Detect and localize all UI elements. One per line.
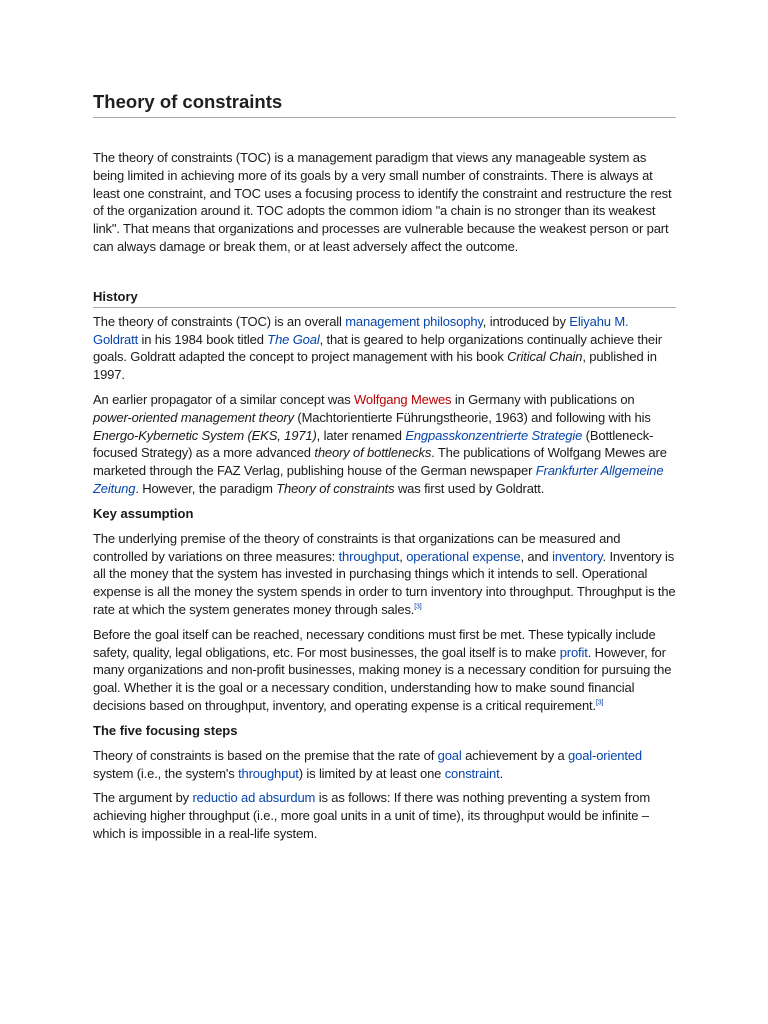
intro-paragraph: The theory of constraints (TOC) is a management paradigm that views any manageable system as being limited in achieving more of its goals by a very small number of constraints. There is always at least one constraint, and TOC uses a focusing process to identify the constraint and restructure the rest of the organization around it. TOC adopts the common idiom "a chain is no stronger than its weakest link". That means that organizations and processes are vulnerable because the weakest person or part can always damage or break them, or at least adversely affect the outcome. xyxy=(93,150,672,254)
link-frankfurter-allgemeine-zeitung[interactable]: Frankfurter Allgemeine Zeitung xyxy=(93,463,664,496)
link-engpasskonzentrierte-strategie[interactable]: Engpasskonzentrierte Strategie xyxy=(405,427,583,443)
link-management-philosophy[interactable]: management philosophy xyxy=(345,313,483,329)
link-operational-expense[interactable]: operational expense xyxy=(406,548,521,564)
link-profit[interactable]: profit xyxy=(559,644,588,660)
key-assumption-paragraph-2: Before the goal itself can be reached, necessary conditions must first be met. These typically include safety, quality, legal obligations, etc. For most businesses, the goal itself is to make profit. However, for many organizations and non-profit businesses, making money is a necessary condition for pursuing the goal. Whether it is the goal or a necessary condition, understanding how to make sound financial decisions based on throughput, inventory, and operating expense is a critical requirement.[3] xyxy=(93,626,672,713)
title-critical-chain: Critical Chain xyxy=(507,349,583,365)
link-eliyahu-goldratt[interactable]: Eliyahu M. Goldratt xyxy=(93,313,629,347)
link-reductio-ad-absurdum[interactable]: reductio ad absurdum xyxy=(192,790,316,806)
link-constraint[interactable]: constraint xyxy=(444,765,500,781)
citation-link[interactable]: [3] xyxy=(414,603,422,611)
link-inventory[interactable]: inventory xyxy=(552,548,603,564)
key-assumption-paragraph-1: The underlying premise of the theory of constraints is that organizations can be measured and controlled by variations on three measures: throughput, operational expense, and inventory. Inventory is all the money that the system has invested in purchasing things which it intends to sell. Operational expense is all the money the system spends in order to turn inventory into throughput. Throughput is the rate at which the system generates money through sales.[3] xyxy=(93,530,676,617)
link-throughput[interactable]: throughput xyxy=(238,765,299,781)
link-wolfgang-mewes[interactable]: Wolfgang Mewes xyxy=(354,391,452,407)
link-goal[interactable]: goal xyxy=(437,747,462,763)
five-steps-paragraph-2: The argument by reductio ad absurdum is as follows: If there was nothing preventing a system from achieving higher throughput (i.e., more goal units in a unit of time), its throughput would be infinite – which is impossible in a real-life system. xyxy=(93,790,651,841)
section-heading-key-assumption: Key assumption xyxy=(93,505,194,521)
link-the-goal[interactable]: The Goal xyxy=(267,331,320,347)
citation-link[interactable]: [3] xyxy=(595,699,604,707)
history-paragraph-1: The theory of constraints (TOC) is an overall management philosophy, introduced by Eliyahu M. Goldratt in his 1984 book titled The Goal, that is geared to help organizations continually achieve their goals. Goldratt adapted the concept to project management with his book Critical Chain, published in 1997. xyxy=(93,313,662,383)
history-paragraph-2: An earlier propagator of a similar concept was Wolfgang Mewes in Germany with publications on power-oriented management theory (Machtorientierte Führungstheorie, 1963) and following with his Energo-Kybernetic System (EKS, 1971), later renamed Engpasskonzentrierte Strategie (Bottleneck-focused Strategy) as a more advanced theory of bottlenecks. The publications of Wolfgang Mewes are marketed through the FAZ Verlag, publishing house of the German newspaper Frankfurter Allgemeine Zeitung. However, the paradigm Theory of constraints was first used by Goldratt. xyxy=(93,391,667,496)
article-body xyxy=(93,90,676,850)
link-goal-oriented[interactable]: goal-oriented xyxy=(568,747,642,763)
section-heading-five-focusing-steps: The five focusing steps xyxy=(93,722,238,738)
section-heading-history: History xyxy=(93,288,676,308)
page-title: Theory of constraints xyxy=(93,90,676,118)
five-steps-paragraph-1: Theory of constraints is based on the premise that the rate of goal achievement by a goal-oriented system (i.e., the system's throughput) is limited by at least one constraint. xyxy=(93,747,642,781)
link-throughput[interactable]: throughput xyxy=(338,548,400,564)
